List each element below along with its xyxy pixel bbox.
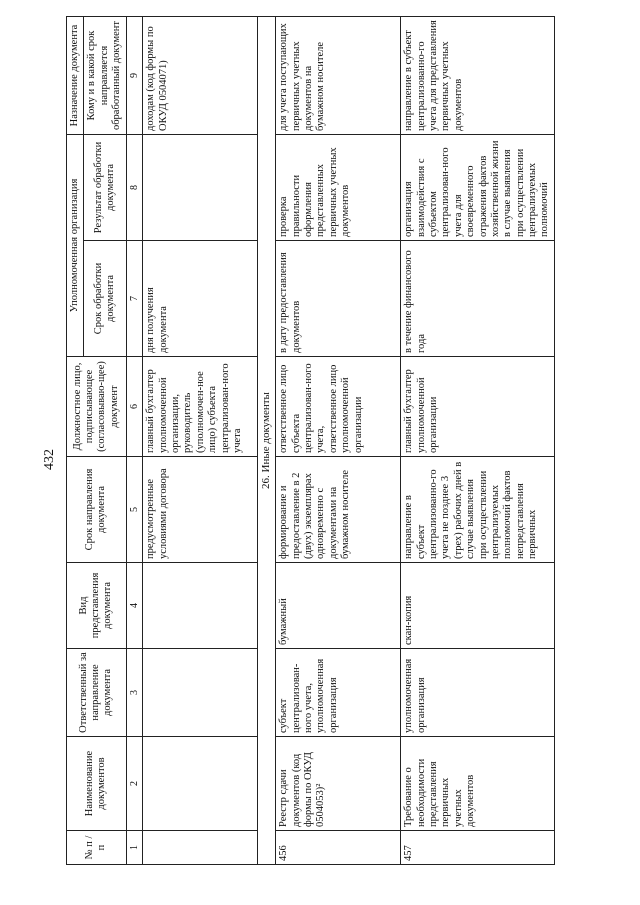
- cell-empty: [143, 649, 258, 737]
- cell-empty: [143, 135, 258, 241]
- documents-table: [66, 16, 555, 865]
- row-processing: в дату предоставления документов: [276, 241, 401, 357]
- header-no: № п / п: [67, 831, 127, 865]
- column-number: 2: [126, 737, 143, 831]
- row-deadline: формирование и предоставление в 2 (двух) экземплярах одновременно с документами на бумажном носителе: [276, 457, 401, 563]
- row-number: 456: [276, 831, 401, 865]
- header-org-group: Уполномоченная организация: [67, 135, 84, 357]
- header-row-1: [67, 17, 84, 865]
- column-number: 5: [126, 457, 143, 563]
- table-row: [401, 17, 555, 865]
- section-title: 26. Иные документы: [258, 17, 276, 865]
- header-purpose-group: Назначение документа: [67, 17, 84, 135]
- header-processing: Срок обработки документа: [84, 241, 126, 357]
- row-number: 457: [401, 831, 555, 865]
- continuation-row: [143, 17, 258, 865]
- row-official: ответственное лицо субъекта централизован-ного учета, ответственное лицо уполномоченной организации: [276, 357, 401, 457]
- continuation-deadline: предусмотренные условиями договора: [143, 457, 258, 563]
- cell-empty: [143, 831, 258, 865]
- continuation-processing: дня получения документа: [143, 241, 258, 357]
- header-purpose: Кому и в какой срок направляется обработанный документ: [84, 17, 126, 135]
- row-purpose: для учета поступающих первичных учетных документов на бумажном носителе: [276, 17, 401, 135]
- continuation-purpose: доходам (код формы по ОКУД 0504071): [143, 17, 258, 135]
- page-number: 432: [42, 449, 57, 470]
- column-numbers-row: [126, 17, 143, 865]
- row-official: главный бухгалтер уполномоченной организации: [401, 357, 555, 457]
- header-official: Должностное лицо, подписывающее (согласовываю-щее) документ: [67, 357, 127, 457]
- header-deadline: Срок направления документа: [67, 457, 127, 563]
- continuation-official: главный бухгалтер уполномоченной организации, руководитель (уполномочен-ное лицо) субъекта централизован-ного учета: [143, 357, 258, 457]
- header-result: Результат обработки документа: [84, 135, 126, 241]
- cell-empty: [143, 737, 258, 831]
- row-responsible: уполномоченная организация: [401, 649, 555, 737]
- column-number: 8: [126, 135, 143, 241]
- row-result: организация взаимодействия с субъектом централизован-ного учета для своевременного отражения фактов хозяйственной жизни в случае выявления при осуществлении централизуемых полномочий: [401, 135, 555, 241]
- row-processing: в течение финансового года: [401, 241, 555, 357]
- row-result: проверка правильности оформления представленных первичных учетных документов: [276, 135, 401, 241]
- row-kind: скан-копия: [401, 563, 555, 649]
- cell-empty: [143, 563, 258, 649]
- column-number: 1: [126, 831, 143, 865]
- column-number: 9: [126, 17, 143, 135]
- row-name: Реестр сдачи документов (код формы по ОКУД 0504053)²: [276, 737, 401, 831]
- header-responsible: Ответственный за направление документа: [67, 649, 127, 737]
- column-number: 6: [126, 357, 143, 457]
- row-name: Требование о необходимости представления первичных учетных документов: [401, 737, 555, 831]
- section-row: [258, 17, 276, 865]
- row-purpose: направление в субъект централизованно-го учета для представления первичных учетных документов: [401, 17, 555, 135]
- row-responsible: субъект централизован-ного учета, уполномоченная организация: [276, 649, 401, 737]
- table-row: [276, 17, 401, 865]
- header-name: Наименование документов: [67, 737, 127, 831]
- column-number: 3: [126, 649, 143, 737]
- row-deadline: направление в субъект централизованно-го учета не позднее 3 (трех) рабочих дней в случае выявления при осуществлении централизуемых полномочий фактов непредставления первичных: [401, 457, 555, 563]
- column-number: 4: [126, 563, 143, 649]
- row-kind: бумажный: [276, 563, 401, 649]
- header-kind: Вид представления документа: [67, 563, 127, 649]
- column-number: 7: [126, 241, 143, 357]
